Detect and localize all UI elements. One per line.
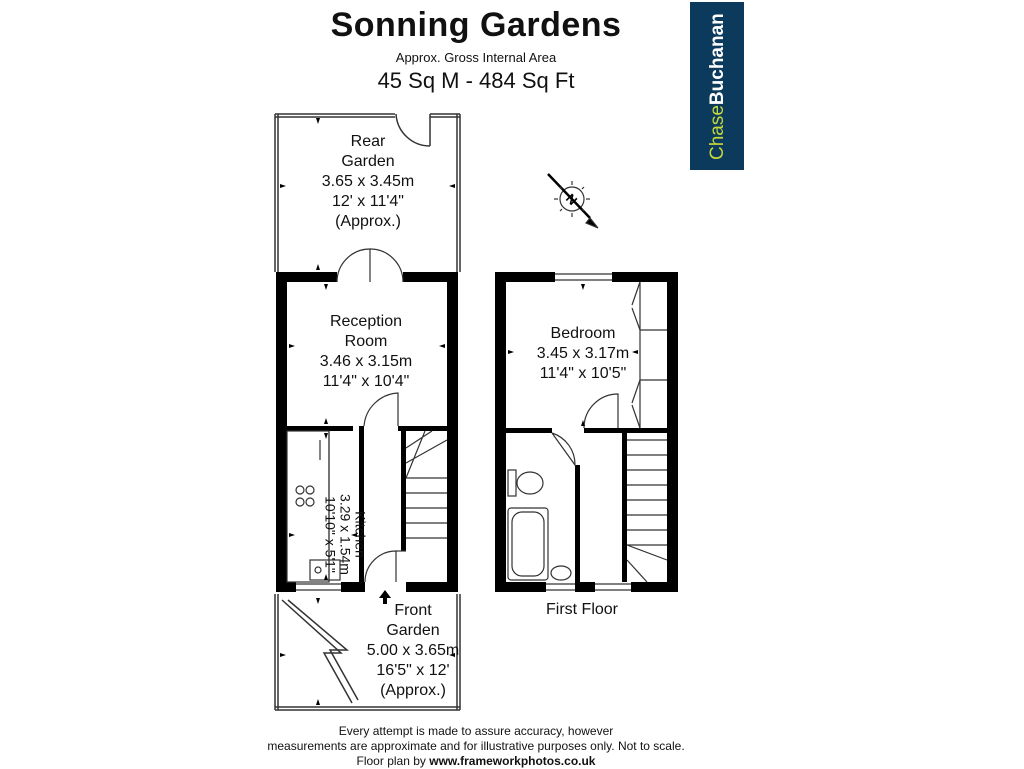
kitchen-label: Kitchen 3.29 x 1.54m 10'10" x 5'1" bbox=[322, 494, 369, 575]
website-link[interactable]: www.frameworkphotos.co.uk bbox=[429, 754, 596, 768]
brand-part2: Buchanan bbox=[707, 13, 728, 106]
disclaimer-line-2: measurements are approximate and for illustrative purposes only. Not to scale. bbox=[267, 739, 685, 753]
area-figure: 45 Sq M - 484 Sq Ft bbox=[377, 68, 575, 93]
first-floor-label: First Floor bbox=[546, 601, 618, 618]
disclaimer-line-3: Floor plan by www.frameworkphotos.co.uk bbox=[356, 754, 596, 768]
first-floor-walls bbox=[495, 272, 678, 592]
plan-title: Sonning Gardens bbox=[330, 6, 622, 44]
rear-garden-label: Rear Garden 3.65 x 3.45m 12' x 11'4" (Approx.) bbox=[321, 133, 415, 230]
front-garden-label: Front Garden 5.00 x 3.65m 16'5" x 12' (Approx.) bbox=[366, 602, 460, 699]
disclaimer bbox=[0, 724, 952, 769]
brand-part1: Chase bbox=[707, 105, 728, 160]
area-subtitle: Approx. Gross Internal Area bbox=[395, 50, 557, 65]
bedroom-label: Bedroom 3.45 x 3.17m 11'4" x 10'5" bbox=[536, 325, 630, 382]
disclaimer-line-1: Every attempt is made to assure accuracy, however bbox=[338, 724, 614, 738]
compass-letter: N bbox=[563, 190, 581, 208]
reception-room-label: Reception Room 3.46 x 3.15m 11'4" x 10'4" bbox=[319, 313, 413, 390]
